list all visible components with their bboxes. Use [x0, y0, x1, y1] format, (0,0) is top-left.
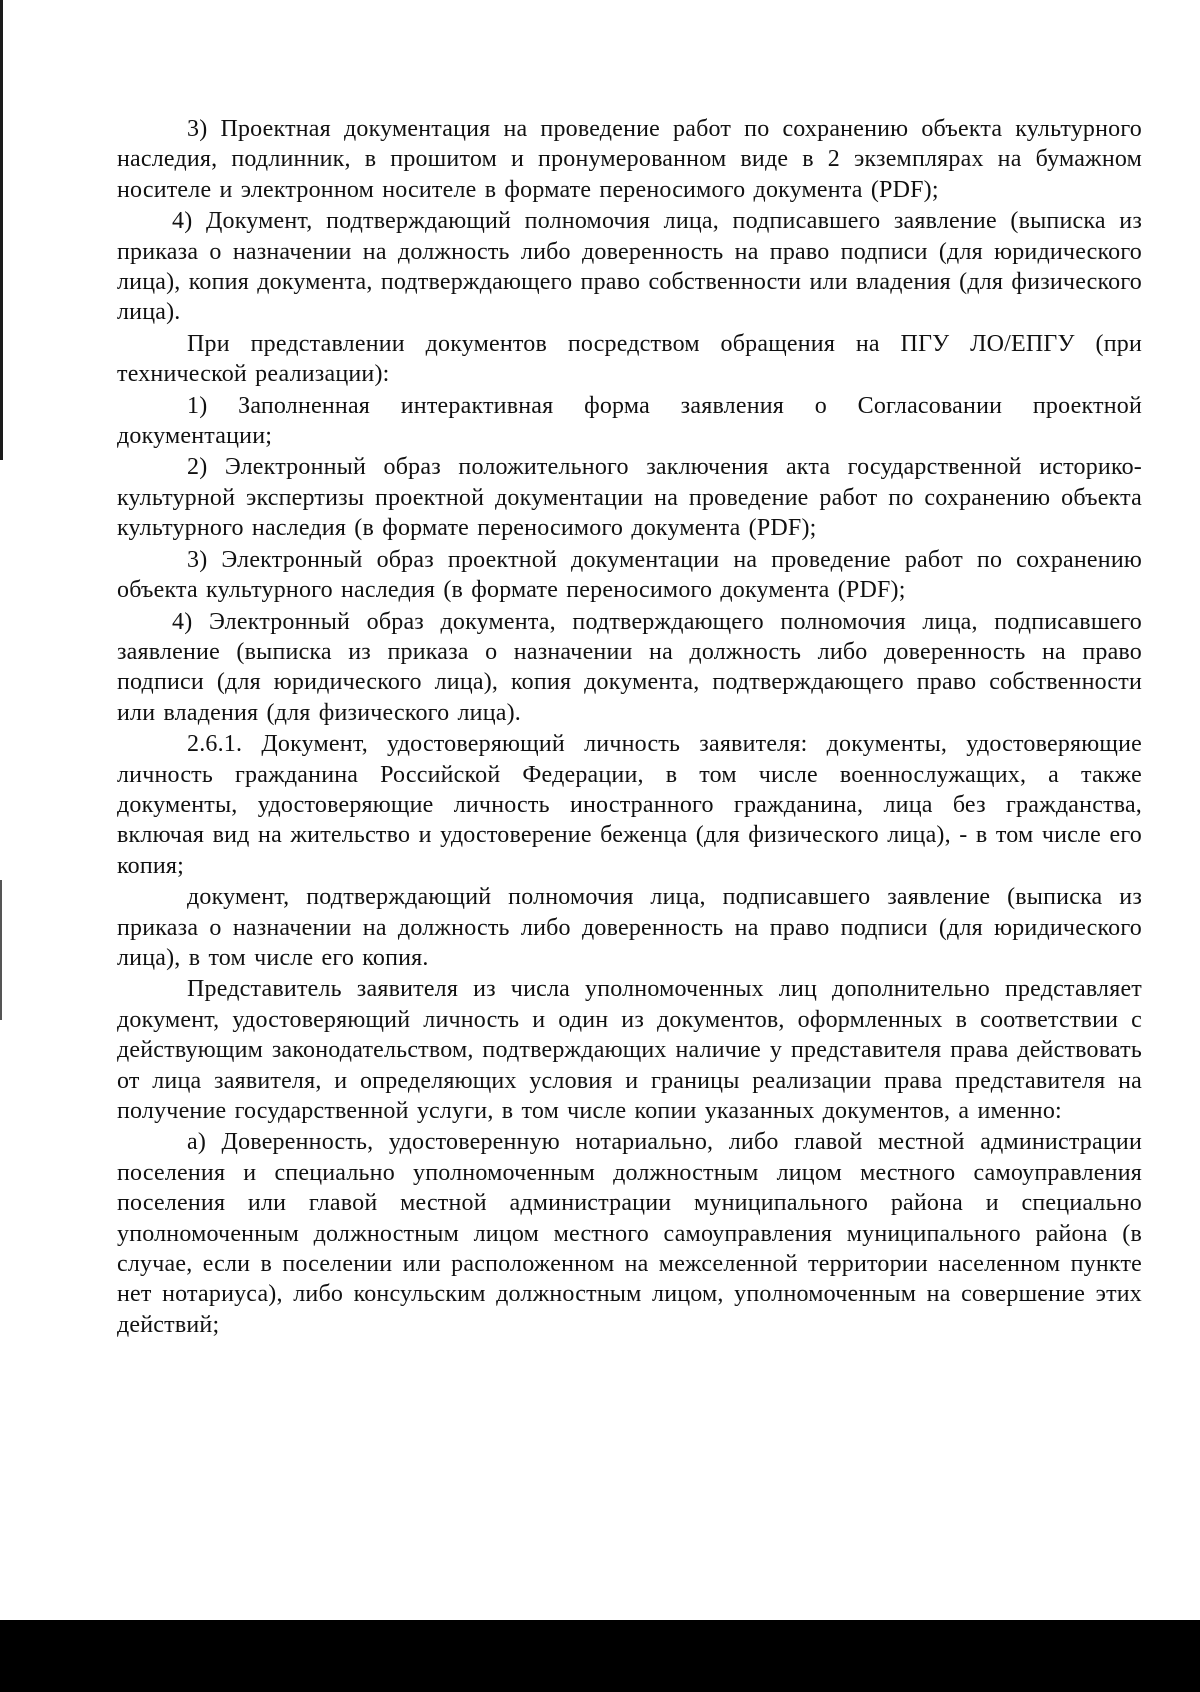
paragraph-representative: Представитель заявителя из числа уполномоченных лиц дополнительно представляет документ, удостоверяющий личность и один из документов, оформленных в соответствии с действующим законодательством, подтверждающих наличие у представителя права действовать от лица заявителя, и определяющих условия и границы реализации права представителя на получение государственной услуги, в том числе копии указанных документов, а именно:: [117, 976, 1142, 1124]
paragraph-design-image: 3) Электронный образ проектной документации на проведение работ по сохранению объекта культурного наследия (в формате переносимого документа (PDF);: [117, 546, 1142, 604]
paragraph-authority-document: 4) Документ, подтверждающий полномочия лица, подписавшего заявление (выписка из приказа о назначении на должность либо доверенность на право подписи (для юридического лица), копия документа, подтверждающего право собственности или владения (для физического лица).: [117, 208, 1142, 326]
document-body: [117, 114, 1142, 1341]
paragraph-identity-document: 2.6.1. Документ, удостоверяющий личность заявителя: документы, удостоверяющие личность гражданина Российской Федерации, в том числе военнослужащих, а также документы, удостоверяющие личность иностранного гражданина, лица без гражданства, включая вид на жительство и удостоверение беженца (для физического лица), - в том числе его копия;: [117, 731, 1142, 879]
scan-left-edge-mark: [0, 880, 2, 1020]
paragraph-expertise-image: 2) Электронный образ положительного заключения акта государственной историко-культурной экспертизы проектной документации на проведение работ по сохранению объекта культурного наследия (в формате переносимого документа (PDF);: [117, 454, 1142, 542]
scan-bottom-band: [0, 1620, 1200, 1692]
scan-left-edge: [0, 0, 3, 460]
paragraph-design-documentation: 3) Проектная документация на проведение работ по сохранению объекта культурного наследия, подлинник, в прошитом и пронумерованном виде в 2 экземплярах на бумажном носителе и электронном носителе в формате переносимого документа (PDF);: [117, 116, 1142, 203]
paragraph-authority-copy: документ, подтверждающий полномочия лица, подписавшего заявление (выписка из приказа о назначении на должность либо доверенность на право подписи (для юридического лица), в том числе его копия.: [117, 884, 1142, 971]
paragraph-electronic-submission: При представлении документов посредством обращения на ПГУ ЛО/ЕПГУ (при технической реализации):: [117, 330, 1142, 388]
paragraph-interactive-form: 1) Заполненная интерактивная форма заявления о Согласовании проектной документации;: [117, 392, 1142, 450]
paragraph-authority-image: 4) Электронный образ документа, подтверждающего полномочия лица, подписавшего заявление (выписка из приказа о назначении на должность либо доверенность на право подписи (для юридического лица), копия документа, подтверждающего право собственности или владения (для физического лица).: [117, 608, 1142, 726]
paragraph-power-of-attorney: а) Доверенность, удостоверенную нотариально, либо главой местной администрации поселения и специально уполномоченным должностным лицом местного самоуправления поселения или главой местной администрации муниципального района и специально уполномоченным должностным лицом местного самоуправления муниципального района (в случае, если в поселении или расположенном на межселенной территории населенном пункте нет нотариуса), либо консульским должностным лицом, уполномоченным на совершение этих действий;: [117, 1129, 1142, 1338]
